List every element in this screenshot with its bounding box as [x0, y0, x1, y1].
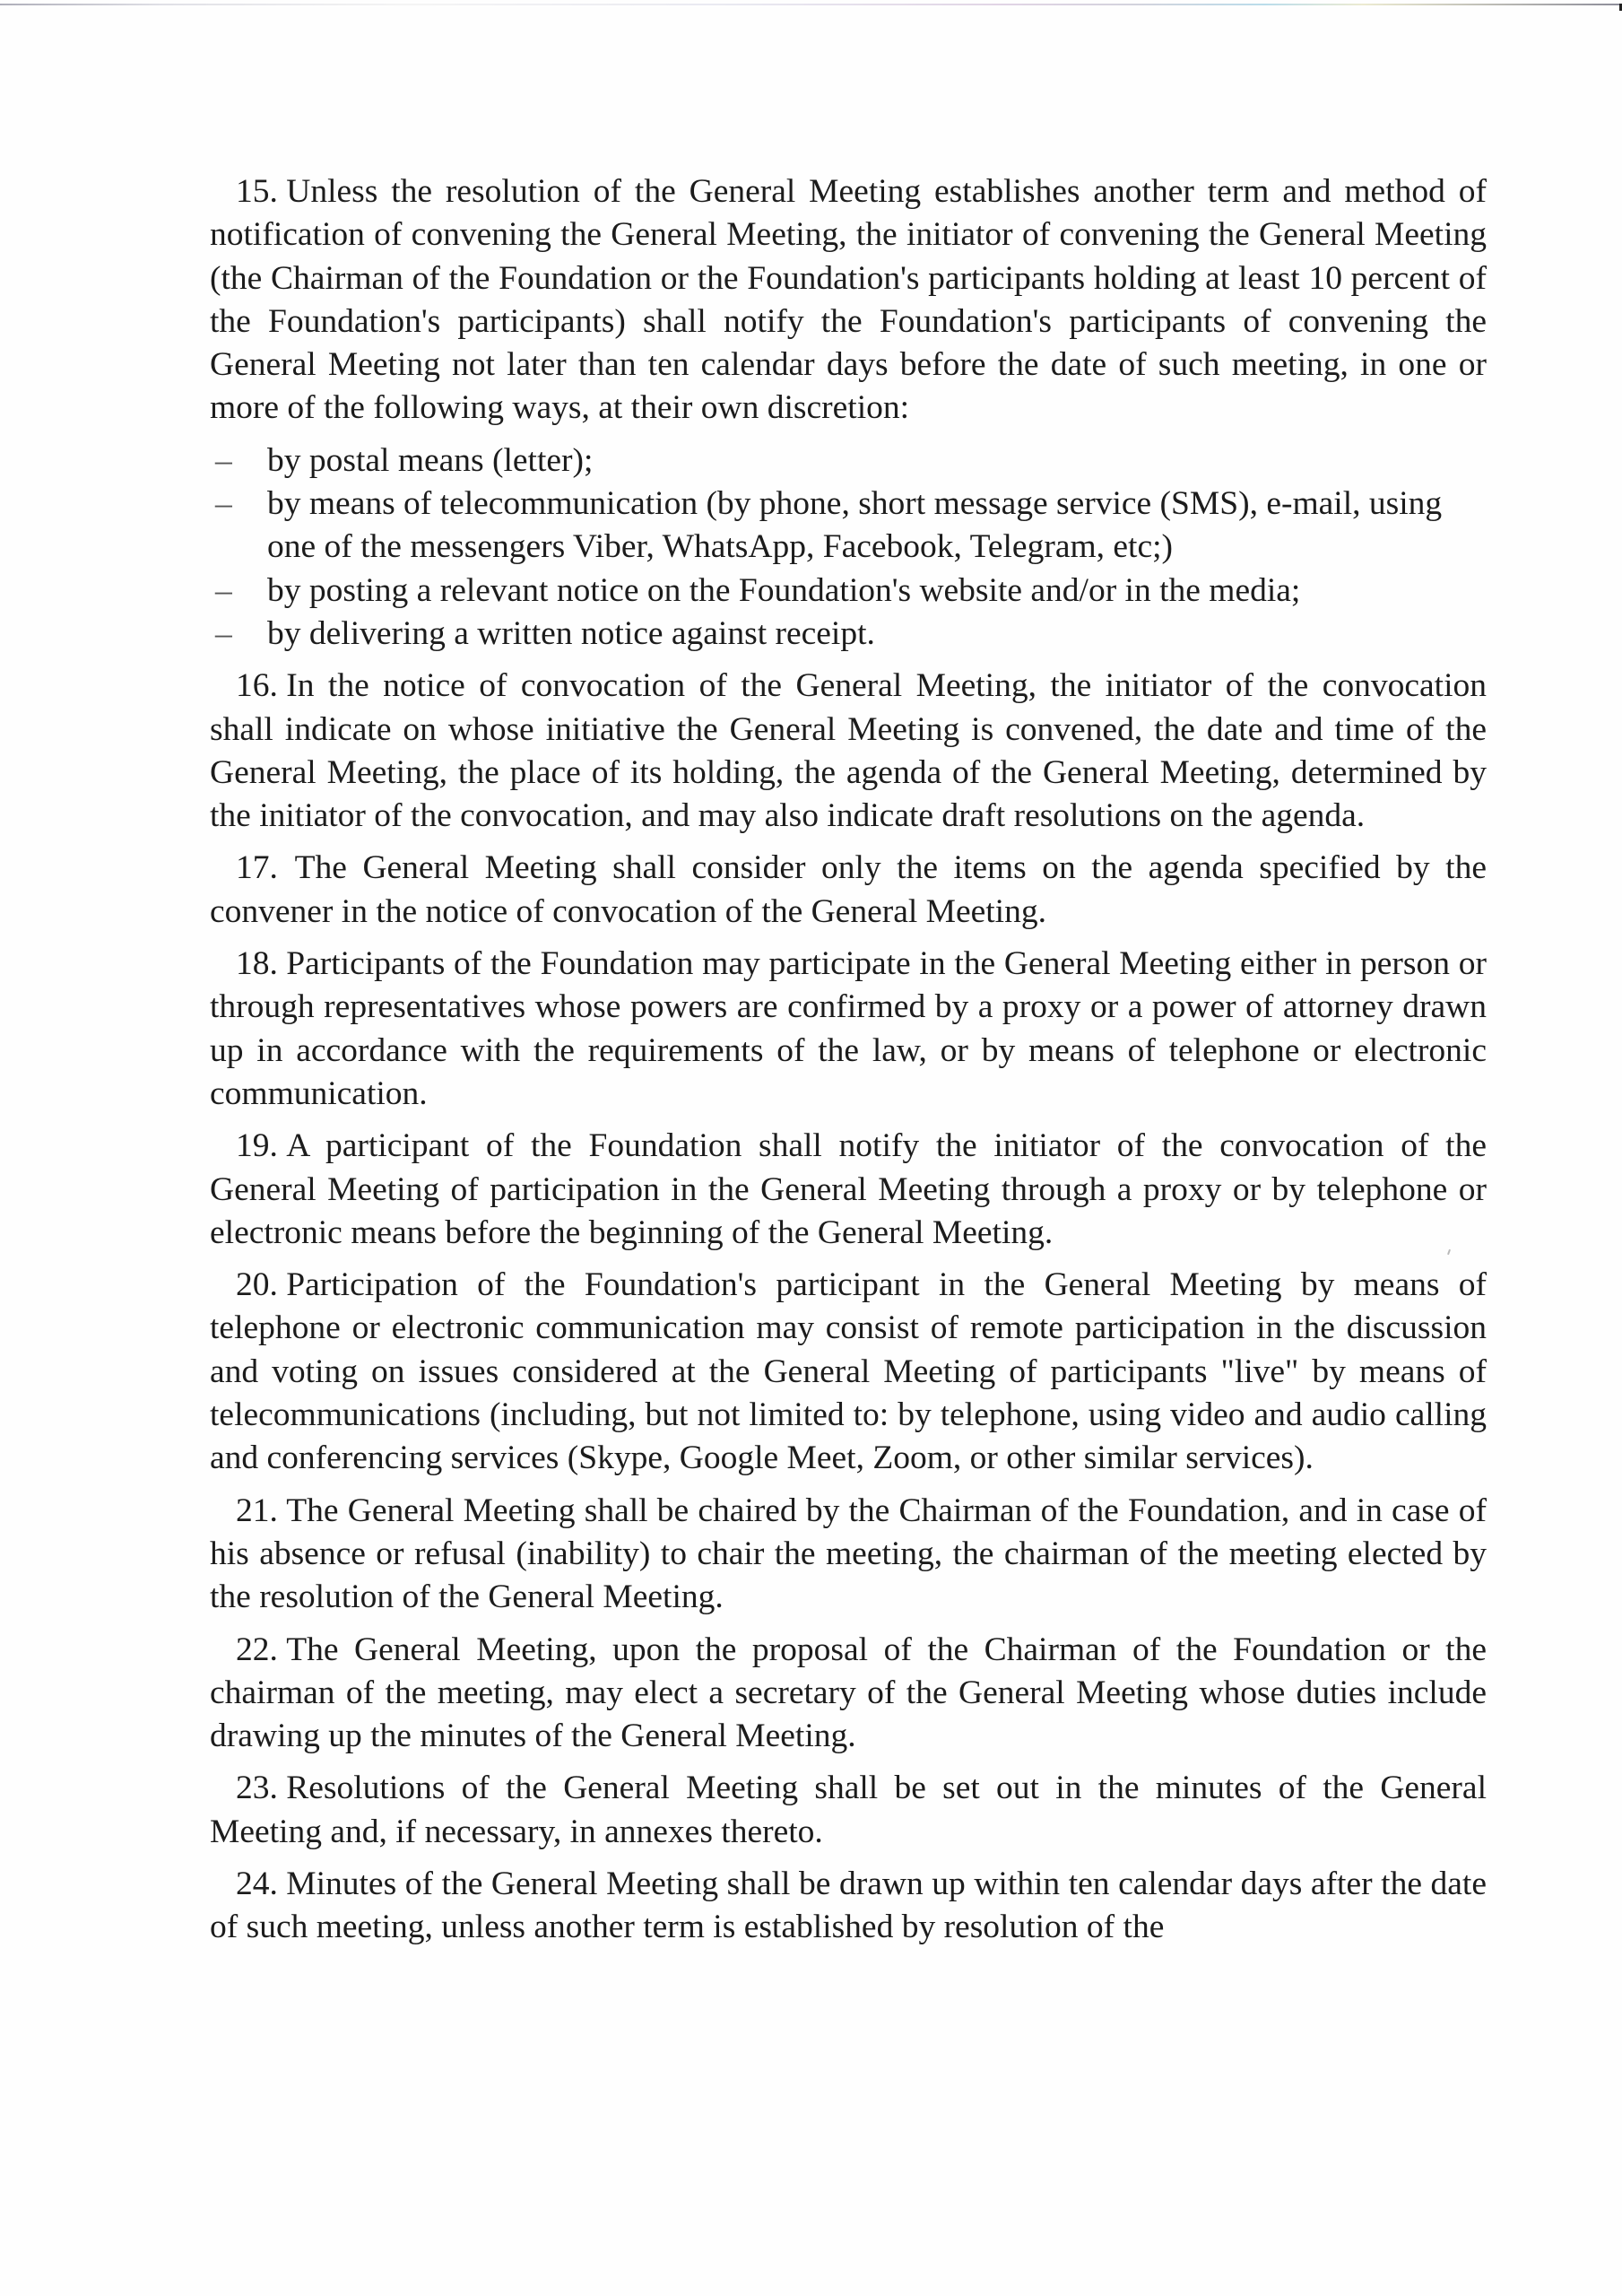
clause-20	[210, 1264, 1487, 1480]
clause-text: The General Meeting shall consider only the items on the agenda specified by the convener in the notice of convocation of the General Meeting.	[210, 849, 1487, 930]
clause-23	[210, 1767, 1487, 1854]
clause-number: 19.	[236, 1127, 278, 1165]
scan-top-edge	[0, 4, 1622, 5]
dash-bullet-icon: –	[215, 614, 232, 652]
clause-15	[210, 170, 1487, 430]
list-item-text: by delivering a written notice against receipt.	[267, 614, 875, 652]
clause-24	[210, 1863, 1487, 1950]
clause-number: 24.	[236, 1865, 278, 1902]
clause-number: 21.	[236, 1492, 278, 1529]
clause-19	[210, 1125, 1487, 1255]
list-item-text: by postal means (letter);	[267, 441, 594, 479]
dash-bullet-icon: –	[215, 441, 232, 479]
clause-number: 23.	[236, 1770, 278, 1807]
clause-text: Resolutions of the General Meeting shall be set out in the minutes of the General Meeting and, if necessary, in annexes thereto.	[210, 1770, 1487, 1850]
clause-number: 17.	[236, 849, 278, 887]
clause-text: Participation of the Foundation's participant in the General Meeting by means of telephone or electronic communication may consist of remote participation in the discussion and voting on issues considered at the General Meeting of participants "live" by means of telecommunications (including, but not limited to: by telephone, using video and audio calling and conferencing services (Skype, Google Meet, Zoom, or other similar services).	[210, 1266, 1487, 1477]
clause-text: The General Meeting, upon the proposal of the Chairman of the Foundation or the chairman of the meeting, may elect a secretary of the General Meeting whose duties include drawing up the minutes of the General Meeting.	[210, 1631, 1487, 1755]
clause-21	[210, 1490, 1487, 1620]
clause-text: Unless the resolution of the General Meeting establishes another term and method of notification of convening the General Meeting, the initiator of convening the General Meeting (the Chairman of the Foundation or the Foundation's participants holding at least 10 percent of the Foundation's participants) shall notify the Foundation's participants of convening the General Meeting not later than ten calendar days before the date of such meeting, in one or more of the following ways, at their own discretion:	[210, 173, 1487, 427]
clause-16	[210, 665, 1487, 838]
list-item-text: by means of telecommunication (by phone, short message service (SMS), e-mail, using one of the messengers Viber, WhatsApp, Facebook, Telegram, etc;)	[267, 485, 1443, 566]
dash-bullet-icon: –	[215, 485, 232, 523]
list-item	[210, 613, 1487, 656]
clause-number: 15.	[236, 173, 278, 210]
clause-number: 18.	[236, 945, 278, 983]
clause-22	[210, 1629, 1487, 1759]
clause-number: 22.	[236, 1631, 278, 1668]
clause-number: 16.	[236, 667, 278, 705]
list-item	[210, 483, 1487, 570]
list-item-text: by posting a relevant notice on the Foundation's website and/or in the media;	[267, 571, 1301, 609]
clause-17	[210, 847, 1487, 934]
notification-methods-list	[210, 439, 1487, 656]
clause-18	[210, 943, 1487, 1116]
clause-text: The General Meeting shall be chaired by the Chairman of the Foundation, and in case of his absence or refusal (inability) to chair the meeting, the chairman of the meeting elected by the resolution of the General Meeting.	[210, 1492, 1487, 1616]
list-item	[210, 570, 1487, 613]
dash-bullet-icon: –	[215, 571, 232, 609]
document-page	[210, 170, 1487, 1959]
clause-number: 20.	[236, 1266, 278, 1304]
clause-text: A participant of the Foundation shall notify the initiator of the convocation of the General Meeting of participation in the General Meeting through a proxy or by telephone or electronic means before the beginning of the General Meeting.	[210, 1127, 1487, 1251]
list-item	[210, 439, 1487, 483]
clause-text: Participants of the Foundation may participate in the General Meeting either in person or through representatives whose powers are confirmed by a proxy or a power of attorney drawn up in accordance with the requirements of the law, or by means of telephone or electronic communication.	[210, 945, 1487, 1112]
clause-text: Minutes of the General Meeting shall be drawn up within ten calendar days after the date of such meeting, unless another term is established by resolution of the	[210, 1865, 1487, 1946]
clause-text: In the notice of convocation of the General Meeting, the initiator of the convocation shall indicate on whose initiative the General Meeting is convened, the date and time of the General Meeting, the place of its holding, the agenda of the General Meeting, determined by the initiator of the convocation, and may also indicate draft resolutions on the agenda.	[210, 667, 1487, 835]
